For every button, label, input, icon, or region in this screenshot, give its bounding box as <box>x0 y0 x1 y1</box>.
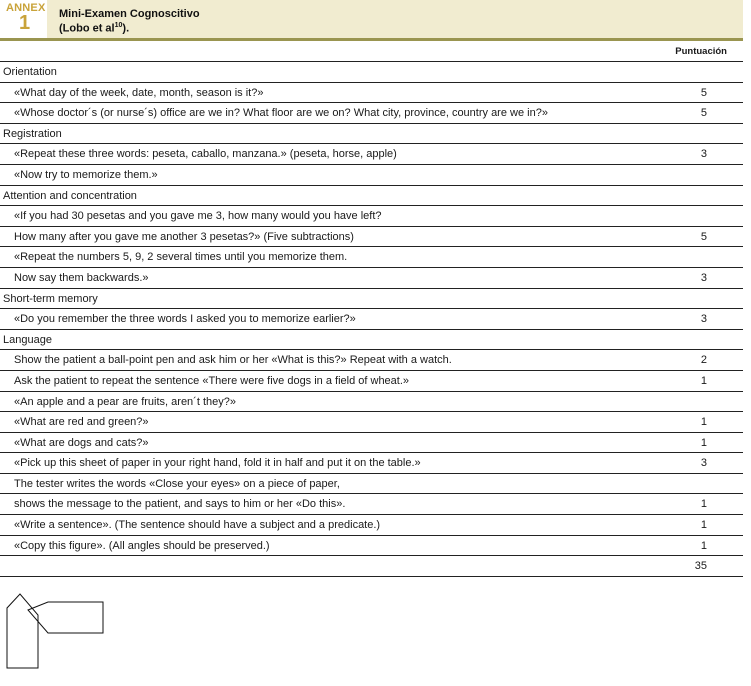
section-title: Language <box>3 333 52 346</box>
table-row <box>0 371 743 392</box>
item-text: «Do you remember the three words I asked you to memorize earlier?» <box>14 313 356 326</box>
figure-rectangle <box>28 602 103 633</box>
table-row <box>0 494 743 515</box>
item-text: The tester writes the words «Close your eyes» on a piece of paper, <box>14 477 340 490</box>
annex-header <box>0 0 743 41</box>
item-score: 3 <box>700 271 707 284</box>
item-text: «Repeat these three words: peseta, caballo, manzana.» (peseta, horse, apple) <box>14 148 397 161</box>
item-score: 5 <box>700 230 707 243</box>
annex-label: ANNEX <box>6 2 46 14</box>
item-score: 1 <box>700 539 707 552</box>
table-row <box>0 144 743 165</box>
item-score: 3 <box>700 457 707 470</box>
score-column-header: Puntuación <box>675 46 727 57</box>
item-score: 1 <box>700 498 707 511</box>
item-score: 5 <box>700 107 707 120</box>
item-score: 2 <box>700 354 707 367</box>
table-row <box>0 453 743 474</box>
item-text: shows the message to the patient, and says to him or her «Do this». <box>14 498 346 511</box>
item-text: «Pick up this sheet of paper in your right hand, fold it in half and put it on the table.» <box>14 457 421 470</box>
table-row <box>0 103 743 124</box>
table-row <box>0 412 743 433</box>
table-row <box>0 227 743 248</box>
table-row <box>0 247 743 268</box>
section-title: Attention and concentration <box>3 189 137 202</box>
section-row <box>0 186 743 207</box>
annex-title: Mini-Examen Cognoscitivo <box>59 8 200 20</box>
item-text: «Copy this figure». (All angles should be preserved.) <box>14 539 270 552</box>
item-text: «What are dogs and cats?» <box>14 436 149 449</box>
section-title: Registration <box>3 127 62 140</box>
table-row <box>0 268 743 289</box>
item-score: 1 <box>700 374 707 387</box>
citation-end: ). <box>122 22 130 35</box>
section-row <box>0 124 743 145</box>
item-text: Show the patient a ball-point pen and ask him or her «What is this?» Repeat with a watch. <box>14 354 452 367</box>
table-row <box>0 165 743 186</box>
citation-text: (Lobo et al <box>59 22 115 35</box>
item-text: Ask the patient to repeat the sentence «There were five dogs in a field of wheat.» <box>14 374 410 387</box>
table-row <box>0 536 743 557</box>
table-row <box>0 350 743 371</box>
total-row <box>0 556 743 577</box>
item-score: 3 <box>700 148 707 161</box>
table-row <box>0 309 743 330</box>
item-text: «What day of the week, date, month, season is it?» <box>14 86 264 99</box>
item-score: 5 <box>700 86 707 99</box>
table-row <box>0 433 743 454</box>
item-text: «If you had 30 pesetas and you gave me 3, how many would you have left? <box>14 210 382 223</box>
pentagon-copy-figure <box>0 590 110 675</box>
citation-reference: 10 <box>114 22 123 29</box>
section-title: Short-term memory <box>3 292 98 305</box>
item-score: 1 <box>700 519 707 532</box>
mmse-table <box>0 41 743 577</box>
annex-number: 1 <box>19 12 31 34</box>
figure-pentagon <box>7 594 38 668</box>
annex-citation <box>59 22 129 35</box>
table-row <box>0 515 743 536</box>
table-row <box>0 474 743 495</box>
item-text: «Repeat the numbers 5, 9, 2 several times until you memorize them. <box>14 251 348 264</box>
item-score: 1 <box>700 416 707 429</box>
item-score: 3 <box>700 313 707 326</box>
item-text: «What are red and green?» <box>14 416 149 429</box>
section-row <box>0 330 743 351</box>
table-row <box>0 392 743 413</box>
item-text: «Now try to memorize them.» <box>14 168 158 181</box>
section-row <box>0 62 743 83</box>
item-text: How many after you gave me another 3 pesetas?» (Five subtractions) <box>14 230 354 243</box>
item-text: Now say them backwards.» <box>14 271 149 284</box>
item-score: 1 <box>700 436 707 449</box>
item-text: «An apple and a pear are fruits, aren´t they?» <box>14 395 236 408</box>
table-row <box>0 206 743 227</box>
section-row <box>0 289 743 310</box>
annex-badge <box>0 0 47 38</box>
table-header-row <box>0 41 743 62</box>
table-row <box>0 83 743 104</box>
total-score: 35 <box>694 560 707 573</box>
section-title: Orientation <box>3 66 57 78</box>
item-text: «Whose doctor´s (or nurse´s) office are we in? What floor are we on? What city, province, country are we in?» <box>14 107 548 120</box>
item-text: «Write a sentence». (The sentence should have a subject and a predicate.) <box>14 519 381 532</box>
